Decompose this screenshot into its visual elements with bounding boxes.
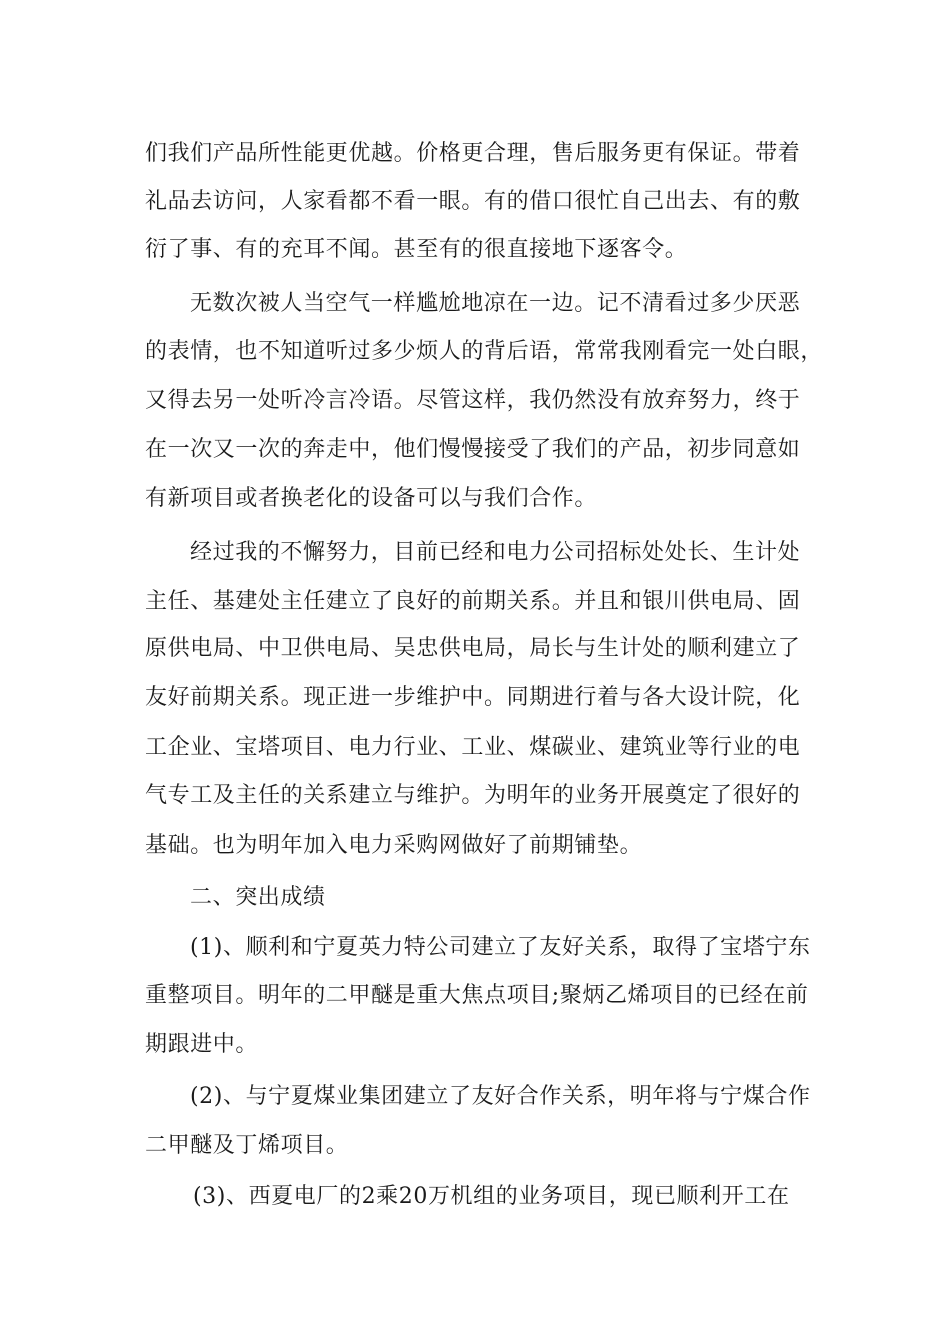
text-line: (1)、顺利和宁夏英力特公司建立了友好关系，取得了宝塔宁东: [190, 935, 811, 960]
text-line: 又得去另一处听冷言冷语。尽管这样，我仍然没有放弃努力，终于: [145, 388, 801, 413]
text-line: (2)、与宁夏煤业集团建立了友好合作关系，明年将与宁煤合作: [190, 1084, 811, 1109]
text-line: 重整项目。明年的二甲醚是重大焦点项目;聚炳乙烯项目的已经在前: [145, 983, 809, 1008]
section-heading: 二、突出成绩: [190, 885, 326, 910]
text-line: 友好前期关系。现正进一步维护中。同期进行着与各大设计院，化: [145, 685, 801, 710]
text-line: 们我们产品所性能更优越。价格更合理，售后服务更有保证。带着: [145, 141, 801, 166]
text-line: 在一次又一次的奔走中，他们慢慢接受了我们的产品，初步同意如: [145, 437, 801, 462]
text-line: 经过我的不懈努力，目前已经和电力公司招标处处长、生计处: [190, 540, 801, 565]
text-line: 的表情，也不知道听过多少烦人的背后语，常常我刚看完一处白眼，: [145, 339, 824, 364]
text-line: (3)、西夏电厂的2乘20万机组的业务项目，现已顺利开工在: [193, 1184, 790, 1209]
text-line: 礼品去访问，人家看都不看一眼。有的借口很忙自己出去、有的敷: [145, 189, 801, 214]
text-line: 衍了事、有的充耳不闻。甚至有的很直接地下逐客令。: [145, 237, 688, 262]
text-line: 原供电局、中卫供电局、吴忠供电局，局长与生计处的顺利建立了: [145, 636, 801, 661]
text-line: 气专工及主任的关系建立与维护。为明年的业务开展奠定了很好的: [145, 783, 801, 808]
text-line: 有新项目或者换老化的设备可以与我们合作。: [145, 486, 598, 511]
text-line: 期跟进中。: [145, 1032, 259, 1057]
text-line: 主任、基建处主任建立了良好的前期关系。并且和银川供电局、固: [145, 589, 801, 614]
text-line: 无数次被人当空气一样尴尬地凉在一边。记不清看过多少厌恶: [190, 291, 801, 316]
text-line: 二甲醚及丁烯项目。: [145, 1133, 349, 1158]
text-line: 基础。也为明年加入电力采购网做好了前期铺垫。: [145, 833, 643, 858]
text-line: 工企业、宝塔项目、电力行业、工业、煤碳业、建筑业等行业的电: [145, 735, 801, 760]
